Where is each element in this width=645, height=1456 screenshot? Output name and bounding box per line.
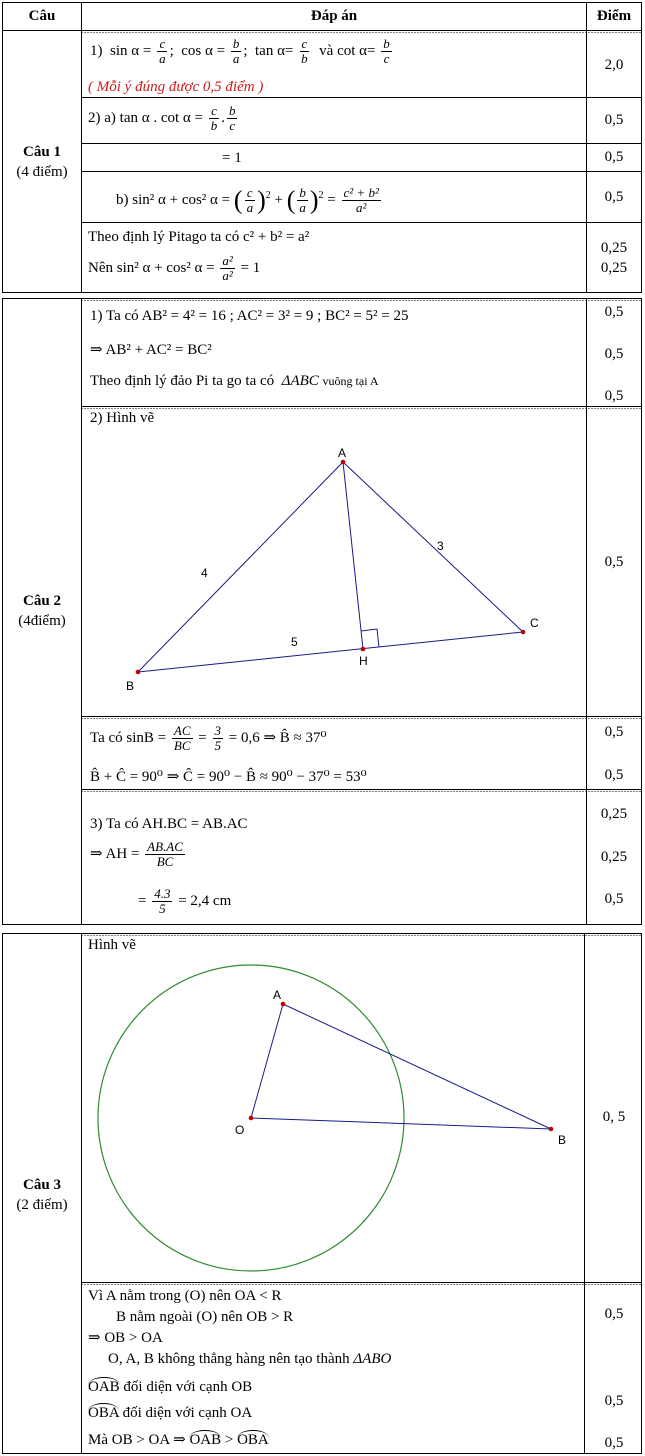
q2-line3: Theo định lý đảo Pi ta go ta có ΔABC vuông tại A	[90, 373, 379, 389]
q1-line5: Theo định lý Pitago ta có c² + b² = a²	[88, 229, 310, 245]
q2-point-c	[521, 630, 526, 635]
q2-label-a: A	[338, 446, 347, 460]
q3-label-b: B	[558, 1133, 567, 1147]
q2-edge-ab	[138, 462, 343, 672]
q3-point-a	[281, 1002, 286, 1007]
q2-line2: ⇒ AB² + AC² = BC²	[90, 342, 212, 358]
q3-point-b	[549, 1127, 554, 1132]
q2-altitude-ah	[343, 462, 363, 649]
q2-label-ab: 4	[201, 566, 208, 580]
q3-line1: Vì A nằm trong (O) nên OA < R	[88, 1288, 282, 1304]
q2-edge-ac	[343, 462, 523, 632]
q2-fig-title: 2) Hình vẽ	[90, 410, 155, 426]
q1-line1: 1) sin α = $\frac{c}{a}$ ; cos α = $\frac{b}{a}$ ; tan α= $\frac{c}{b}$ và cot α= $\frac{b}{c}$	[90, 36, 390, 67]
header-col-question: Câu	[28, 8, 56, 24]
q2-line8: = $\frac{4.3}{5}$ = 2,4 cm	[138, 886, 232, 917]
q1-line4: b) sin² α + cos² α = ( $\frac{c}{a}$ )$^2$ + ( $\frac{b}{a}$ )$^2$ = $\frac{\text{c² + b²}}{\text{a²}}$	[116, 185, 379, 216]
q2-point-b	[136, 670, 141, 675]
q2-score-6: 0,5	[604, 767, 624, 783]
q3-circle-figure	[82, 934, 584, 1282]
q3-score-1: 0, 5	[602, 1109, 626, 1125]
q2-label-c: C	[530, 616, 539, 630]
q1-points: (4 điểm)	[16, 164, 68, 180]
q3-line3: ⇒ OB > OA	[88, 1330, 163, 1346]
q1-note: ( Mỗi ý đúng được 0,5 điểm )	[88, 79, 264, 95]
q3-edge-oa	[251, 1004, 283, 1118]
q3-line5: OAB đối diện với cạnh OB	[88, 1379, 253, 1395]
q2-score-1: 0,5	[604, 304, 624, 320]
header-col-answer: Đáp án	[310, 8, 358, 24]
q2-score-8: 0,25	[600, 849, 628, 865]
q1-score-2: 0,5	[604, 112, 624, 128]
q2-line6: 3) Ta có AH.BC = AB.AC	[90, 816, 248, 832]
q1-score-4: 0,5	[604, 189, 624, 205]
q3-score-4: 0,5	[604, 1435, 624, 1451]
q3-line6: OBA đối diện với cạnh OA	[88, 1405, 253, 1421]
q3-title: Câu 3	[23, 1177, 61, 1193]
q2-label-h: H	[359, 654, 368, 668]
q2-score-2: 0,5	[604, 346, 624, 362]
q2-score-3: 0,5	[604, 388, 624, 404]
header-col-score: Điểm	[596, 8, 632, 24]
q3-edge-ab	[283, 1004, 551, 1129]
q2-score-9: 0,5	[604, 891, 624, 907]
q3-points: (2 điểm)	[16, 1197, 68, 1213]
q1-score-5: 0,25	[600, 240, 628, 256]
q1-score-6: 0,25	[600, 260, 628, 276]
q3-line7: Mà OB > OA ⇒ OAB > OBA	[88, 1432, 269, 1448]
q1-score-3: 0,5	[604, 149, 624, 165]
q2-point-h	[361, 647, 366, 652]
q3-score-3: 0,5	[604, 1393, 624, 1409]
q2-label-b: B	[126, 679, 135, 693]
q2-edge-bc	[138, 632, 523, 672]
q3-point-o	[249, 1116, 254, 1121]
q3-fig-title: Hình vẽ	[88, 937, 136, 953]
q2-label-bc: 5	[291, 635, 298, 649]
q2-score-5: 0,5	[604, 724, 624, 740]
q1-line2: 2) a) tan α . cot α = $\frac{c}{b}$ . $\frac{b}{c}$	[88, 103, 236, 134]
q1-line6: Nên sin² α + cos² α = $\frac{\text{a²}}{\text{a²}}$ = 1	[88, 253, 261, 284]
q1-title: Câu 1	[23, 144, 61, 160]
q3-score-2: 0,5	[604, 1306, 624, 1322]
q2-line1: 1) Ta có AB² = 4² = 16 ; AC² = 3² = 9 ; BC² = 5² = 25	[90, 308, 409, 324]
q2-title: Câu 2	[23, 593, 61, 609]
q2-line7: ⇒ AH = $\frac{AB.AC}{BC}$	[90, 839, 183, 870]
q3-line2: B nằm ngoài (O) nên OB > R	[116, 1309, 294, 1325]
q2-points: (4điểm)	[18, 613, 66, 629]
q3-label-a: A	[273, 988, 282, 1002]
q1-line3: = 1	[222, 150, 242, 166]
q2-label-ac: 3	[437, 539, 444, 553]
q2-line4: Ta có sinB = $\frac{AC}{BC}$ = $\frac{3}{5}$ = 0,6 ⇒ B̂ ≈ 37⁰	[90, 723, 327, 754]
q2-right-angle-mark	[361, 629, 379, 647]
q3-edge-ob	[251, 1118, 551, 1129]
q1-score-1: 2,0	[604, 57, 624, 73]
q3-line4: O, A, B không thẳng hàng nên tạo thành ΔABO	[108, 1351, 392, 1367]
q2-point-a	[341, 460, 346, 465]
q2-triangle-figure	[82, 407, 586, 716]
q2-score-7: 0,25	[600, 806, 628, 822]
q3-label-o: O	[235, 1123, 245, 1137]
q2-score-4: 0,5	[604, 554, 624, 570]
q2-line5: B̂ + Ĉ = 90⁰ ⇒ Ĉ = 90⁰ − B̂ ≈ 90⁰ − 37⁰ = 53⁰	[90, 769, 367, 785]
